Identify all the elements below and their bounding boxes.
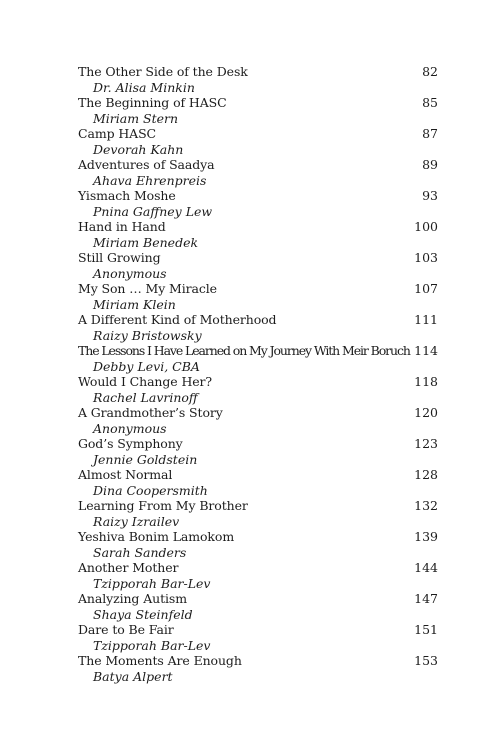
toc-entry: [78, 343, 438, 374]
toc-entry-author: Sarah Sanders: [93, 545, 187, 560]
toc-entry-title-line: [78, 281, 438, 297]
toc-entry-title: Almost Normal: [78, 467, 173, 482]
toc-entry-title-line: [78, 436, 438, 452]
toc-entry: [78, 653, 438, 684]
toc-entry-title: Learning From My Brother: [78, 498, 248, 513]
toc-entry-title-line: [78, 64, 438, 80]
toc-entry-page-number: 118: [414, 374, 438, 389]
toc-entry-page-number: 107: [414, 281, 438, 296]
toc-entry-title-line: [78, 188, 438, 204]
toc-entry-title-line: [78, 312, 438, 328]
toc-entry-title-line: [78, 467, 438, 483]
toc-entry-author: Anonymous: [93, 421, 167, 436]
toc-entry-title-line: [78, 95, 438, 111]
toc-entry-title-line: [78, 157, 438, 173]
toc-entry: [78, 250, 438, 281]
toc-entry: [78, 312, 438, 343]
toc-entry-page-number: 120: [414, 405, 438, 420]
toc-entry-title-line: [78, 374, 438, 390]
toc-entry-author: Miriam Klein: [93, 297, 176, 312]
toc-entry-page-number: 114: [414, 343, 438, 358]
toc-entry-title-line: [78, 343, 438, 359]
toc-entry: [78, 467, 438, 498]
toc-entry: [78, 405, 438, 436]
toc-entry-page-number: 100: [414, 219, 438, 234]
toc-entry-title-line: [78, 622, 438, 638]
toc-entry-title: The Lessons I Have Learned on My Journey With Meir Boruch: [78, 343, 410, 358]
toc-entry-author: Raizy Izrailev: [93, 514, 180, 529]
toc-entry-title-line: [78, 405, 438, 421]
toc-entry-page-number: 103: [414, 250, 438, 265]
toc-entry-author: Tzipporah Bar-Lev: [93, 638, 211, 653]
toc-entry-page-number: 89: [422, 157, 438, 172]
toc-entry-author: Miriam Benedek: [93, 235, 199, 250]
toc-entry-title-line: [78, 219, 438, 235]
toc-entry-page-number: 123: [414, 436, 438, 451]
toc-entry-author: Raizy Bristowsky: [93, 328, 202, 343]
toc-entry-author: Miriam Stern: [93, 111, 179, 126]
toc-entry: [78, 560, 438, 591]
toc-entry-title: Would I Change Her?: [78, 374, 213, 389]
toc-entry: [78, 529, 438, 560]
toc-entry-author: Devorah Kahn: [93, 142, 184, 157]
toc-entry-title-line: [78, 560, 438, 576]
toc-entry-page-number: 93: [422, 188, 438, 203]
toc-entry-title-line: [78, 653, 438, 669]
toc-entry-author: Debby Levi, CBA: [93, 359, 200, 374]
toc-entry-title: Yeshiva Bonim Lamokom: [78, 529, 235, 544]
toc-entry: [78, 64, 438, 95]
toc-entry-author: Batya Alpert: [93, 669, 173, 684]
table-of-contents: [78, 64, 438, 684]
toc-entry-page-number: 144: [414, 560, 438, 575]
toc-entry-page-number: 151: [414, 622, 438, 637]
toc-entry-title: God’s Symphony: [78, 436, 183, 451]
toc-entry-title: My Son … My Miracle: [78, 281, 217, 296]
toc-entry: [78, 622, 438, 653]
toc-entry-title: Another Mother: [78, 560, 179, 575]
toc-entry: [78, 374, 438, 405]
toc-entry-author: Anonymous: [93, 266, 167, 281]
toc-entry-author: Dina Coopersmith: [93, 483, 208, 498]
toc-entry-author: Jennie Goldstein: [93, 452, 198, 467]
toc-entry-page-number: 139: [414, 529, 438, 544]
toc-entry-title-line: [78, 591, 438, 607]
toc-entry-page-number: 85: [422, 95, 438, 110]
toc-entry: [78, 219, 438, 250]
toc-entry-title: Analyzing Autism: [78, 591, 187, 606]
toc-entry-title: The Other Side of the Desk: [78, 64, 248, 79]
toc-entry-title-line: [78, 498, 438, 514]
toc-entry-title-line: [78, 250, 438, 266]
toc-entry-author: Pnina Gaffney Lew: [93, 204, 213, 219]
toc-entry: [78, 436, 438, 467]
toc-entry-title: The Moments Are Enough: [78, 653, 242, 668]
toc-entry-page-number: 153: [414, 653, 438, 668]
toc-entry-page-number: 87: [422, 126, 438, 141]
toc-entry-title-line: [78, 529, 438, 545]
toc-entry-page-number: 111: [414, 312, 438, 327]
toc-entry-title-line: [78, 126, 438, 142]
toc-entry: [78, 188, 438, 219]
toc-entry-author: Shaya Steinfeld: [93, 607, 193, 622]
toc-entry-title: Camp HASC: [78, 126, 157, 141]
toc-entry: [78, 498, 438, 529]
toc-entry: [78, 281, 438, 312]
toc-entry-author: Dr. Alisa Minkin: [93, 80, 195, 95]
toc-entry-title: A Grandmother’s Story: [78, 405, 223, 420]
toc-entry-page-number: 132: [414, 498, 438, 513]
toc-entry-title: Yismach Moshe: [78, 188, 176, 203]
toc-entry-title: Hand in Hand: [78, 219, 166, 234]
toc-entry: [78, 126, 438, 157]
toc-entry-page-number: 82: [422, 64, 438, 79]
toc-entry-author: Tzipporah Bar-Lev: [93, 576, 211, 591]
toc-entry-title: A Different Kind of Motherhood: [78, 312, 277, 327]
toc-entry-title: The Beginning of HASC: [78, 95, 227, 110]
toc-entry-page-number: 128: [414, 467, 438, 482]
toc-entry-author: Rachel Lavrinoff: [93, 390, 198, 405]
toc-entry: [78, 95, 438, 126]
toc-entry-author: Ahava Ehrenpreis: [93, 173, 207, 188]
toc-entry-title: Still Growing: [78, 250, 161, 265]
toc-entry: [78, 591, 438, 622]
toc-entry-title: Dare to Be Fair: [78, 622, 174, 637]
toc-entry-page-number: 147: [414, 591, 438, 606]
toc-entry-title: Adventures of Saadya: [78, 157, 215, 172]
toc-entry: [78, 157, 438, 188]
